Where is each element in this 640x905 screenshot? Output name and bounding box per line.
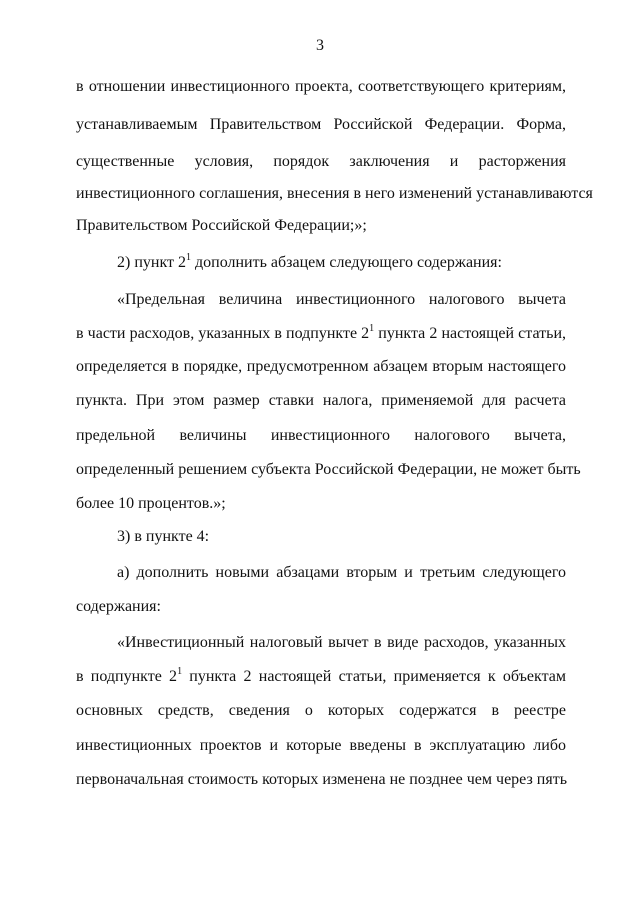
text-segment: дополнить абзацем следующего содержания:	[191, 254, 502, 271]
text-segment: пункта. При этом размер ставки налога, применяемой для расчета	[76, 392, 566, 409]
text-segment: более 10 процентов.»;	[76, 495, 226, 512]
text-segment: основных средств, сведения о которых содержатся в реестре	[76, 702, 566, 719]
text-line	[76, 324, 566, 344]
text-segment: Правительством Российской Федерации;»;	[76, 217, 367, 234]
text-line	[76, 216, 566, 236]
text-line	[117, 527, 566, 547]
text-line	[76, 494, 566, 514]
text-line	[117, 633, 566, 653]
text-line	[117, 563, 566, 583]
text-line	[76, 736, 566, 756]
text-line	[117, 290, 566, 310]
text-segment: пункта 2 настоящей статьи,	[374, 325, 567, 342]
text-line	[76, 667, 566, 687]
text-segment: инвестиционного соглашения, внесения в него изменений устанавливаются	[76, 185, 593, 202]
text-line	[76, 152, 566, 172]
text-segment: инвестиционных проектов и которые введены в эксплуатацию либо	[76, 737, 566, 754]
text-segment: первоначальная стоимость которых изменена не позднее чем через пять	[76, 771, 567, 788]
text-segment: содержания:	[76, 598, 161, 615]
text-segment: в части расходов, указанных в подпункте 2	[76, 325, 370, 342]
text-line	[76, 357, 566, 377]
text-segment: «Предельная величина инвестиционного налогового вычета	[117, 291, 566, 308]
superscript: 1	[369, 322, 375, 334]
text-segment: пункта 2 настоящей статьи, применяется к объектам	[182, 668, 567, 685]
text-line	[76, 77, 566, 97]
text-line	[76, 597, 566, 617]
text-segment: предельной величины инвестиционного налогового вычета,	[76, 427, 566, 444]
text-line	[76, 426, 566, 446]
page-number: 3	[316, 37, 324, 54]
text-segment: определяется в порядке, предусмотренном абзацем вторым настоящего	[76, 358, 566, 375]
text-segment: устанавливаемым Правительством Российской Федерации. Форма,	[76, 116, 566, 133]
text-line	[76, 391, 566, 411]
superscript: 1	[186, 251, 192, 263]
text-line	[76, 460, 581, 480]
text-segment: а) дополнить новыми абзацами вторым и третьим следующего	[117, 564, 566, 581]
text-line	[76, 770, 566, 790]
text-segment: 2) пункт 2	[117, 254, 187, 271]
text-line	[117, 253, 566, 273]
superscript: 1	[177, 665, 183, 677]
text-segment: существенные условия, порядок заключения и расторжения	[76, 153, 566, 170]
text-segment: в подпункте 2	[76, 668, 178, 685]
text-segment: в отношении инвестиционного проекта, соответствующего критериям,	[76, 78, 566, 95]
text-segment: 3) в пункте 4:	[117, 528, 210, 545]
text-line	[76, 184, 593, 204]
text-segment: «Инвестиционный налоговый вычет в виде расходов, указанных	[117, 634, 566, 651]
text-segment: определенный решением субъекта Российской Федерации, не может быть	[76, 461, 581, 478]
text-line	[76, 115, 566, 135]
text-line	[76, 701, 566, 721]
